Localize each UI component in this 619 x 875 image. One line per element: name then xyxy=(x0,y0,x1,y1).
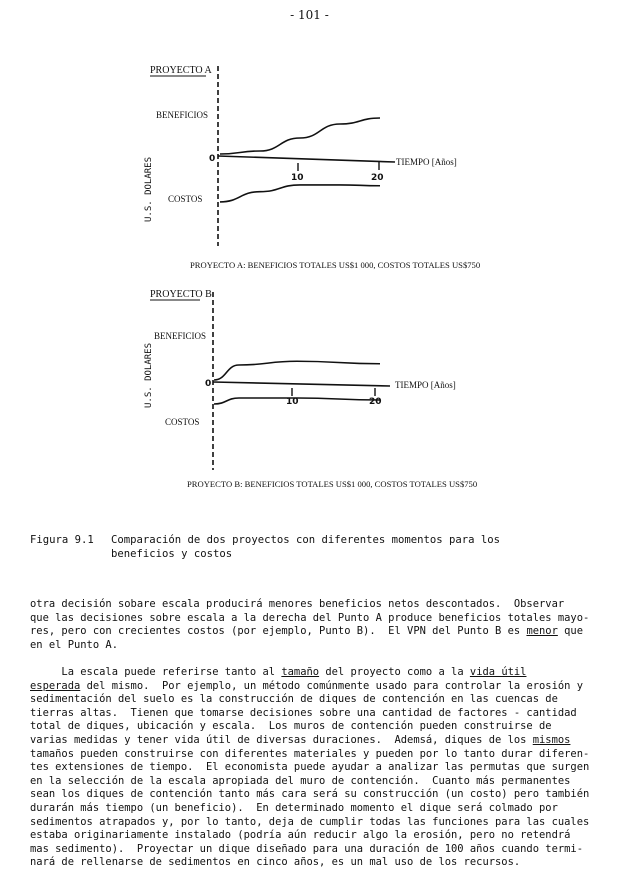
underlined-word: esperada xyxy=(30,679,81,692)
text-line: sean los diques de contención tanto más cara será su construcción (un costo) pero también xyxy=(30,788,590,801)
paragraph-2 xyxy=(30,666,595,870)
figure-caption-line-2: beneficios y costos xyxy=(111,548,233,560)
chart-b-costs-label: COSTOS xyxy=(165,417,200,427)
text-line: en el Punto A. xyxy=(30,638,118,651)
chart-b-benefits-label: BENEFICIOS xyxy=(154,331,207,341)
text-line: sedimentos atrapados y, por lo tanto, deja de cumplir todas las funciones para las cuales xyxy=(30,815,590,828)
chart-a-y-axis-label: U.S. DOLARES xyxy=(144,156,154,222)
text-line: nará de rellenarse de sedimentos en cinco años, es un mal uso de los recursos. xyxy=(30,856,521,869)
page-number: - 101 - xyxy=(290,8,329,22)
underlined-word: tamaño xyxy=(281,666,320,678)
chart-b-x-axis xyxy=(213,382,390,386)
text-line: durarán más tiempo (un beneficio). En determinado momento el dique será colmado por xyxy=(30,801,558,814)
figure-number: Figura 9.1 xyxy=(30,534,94,546)
chart-b-y-axis-label: U.S. DOLARES xyxy=(144,342,154,408)
chart-b-benefits-curve xyxy=(214,361,380,380)
underlined-word: mismos xyxy=(532,733,571,746)
underlined-word: menor xyxy=(526,625,558,638)
text-line: tes extensiones de tiempo. El economista puede ayudar a analizar las permutas que surgen xyxy=(30,761,590,774)
text-line: varias medidas y tener vida útil de diversas duraciones. Ademsá, diques de los xyxy=(30,733,533,746)
chart-a-costs-label: COSTOS xyxy=(168,194,203,204)
chart-a-tick-label-20: 20 xyxy=(371,173,384,183)
chart-proyecto-a xyxy=(144,65,480,270)
chart-a-x-axis xyxy=(218,156,395,162)
text-fragment: que xyxy=(557,625,583,638)
chart-a-benefits-label: BENEFICIOS xyxy=(156,110,209,120)
text-line: tamaños pueden construirse con diferentes materiales y pueden por lo tanto durar diferen- xyxy=(30,747,590,760)
figure-caption xyxy=(30,533,550,561)
chart-a-title: PROYECTO A xyxy=(150,65,212,76)
text-line: tierras altas. Tienen que tomarse decisiones sobre una cantidad de factores - cantidad xyxy=(30,706,577,719)
chart-a-benefits-curve xyxy=(220,118,380,154)
chart-b-tick-label-20: 20 xyxy=(369,397,382,407)
text-fragment: del proyecto como a la xyxy=(319,666,470,678)
chart-b-origin-label: 0 xyxy=(205,379,212,389)
chart-b-title: PROYECTO B xyxy=(150,289,212,300)
text-line: que las decisiones sobre escala a la derecha del Punto A produce beneficios totales mayo- xyxy=(30,611,590,624)
text-fragment: del mismo. Por ejemplo, un método comúnmente usado para controlar la erosión y xyxy=(80,679,583,692)
text-line: sedimentación del suelo es la construcción de diques de contención en las cuencas de xyxy=(30,693,558,706)
text-line: res, pero con crecientes costos (por ejemplo, Punto B). El VPN del Punto B es xyxy=(30,625,527,638)
text-fragment: La escala puede referirse tanto al xyxy=(30,666,282,678)
figure-caption-line-1: Comparación de dos proyectos con diferentes momentos para los xyxy=(111,534,501,546)
text-line: total de diques, ubicación y escala. Los muros de contención pueden construirse de xyxy=(30,720,552,733)
underlined-word: vida útil xyxy=(469,666,527,678)
text-line: mas sedimento). Proyectar un dique diseñado para una duración de 100 años cuando termi- xyxy=(30,842,583,855)
chart-a-costs-curve xyxy=(220,185,380,202)
chart-a-tick-label-10: 10 xyxy=(291,173,304,183)
chart-proyecto-b xyxy=(144,289,477,489)
text-line: estaba originariamente instalado (podría aún reducir algo la erosión, pero no retendrá xyxy=(30,829,571,842)
chart-a-caption: PROYECTO A: BENEFICIOS TOTALES US$1 000, COSTOS TOTALES US$750 xyxy=(190,260,481,270)
text-line: en la selección de la escala apropiada del muro de contención. Cuanto más permanentes xyxy=(30,774,571,787)
paragraph-1 xyxy=(30,598,595,652)
chart-a-x-axis-label: TIEMPO [Años] xyxy=(396,157,457,167)
chart-a-origin-label: 0 xyxy=(209,154,216,164)
chart-b-caption: PROYECTO B: BENEFICIOS TOTALES US$1 000, COSTOS TOTALES US$750 xyxy=(187,479,478,489)
chart-b-x-axis-label: TIEMPO [Años] xyxy=(395,380,456,390)
text-line: otra decisión sobare escala producirá menores beneficios netos descontados. Observar xyxy=(30,598,565,610)
chart-b-tick-label-10: 10 xyxy=(286,397,299,407)
